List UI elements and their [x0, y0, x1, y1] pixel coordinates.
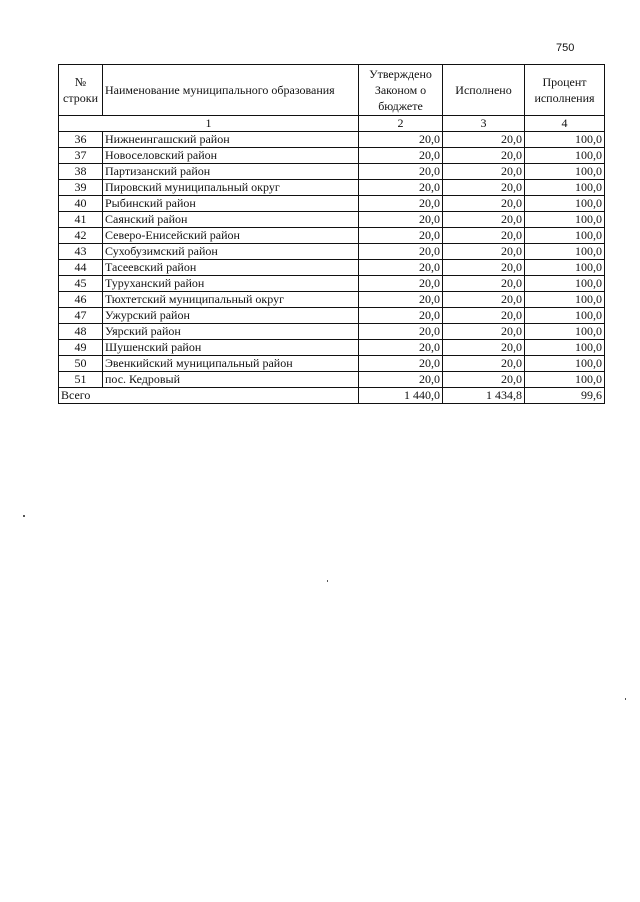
column-number-1: 1 — [59, 116, 359, 132]
municipality-name-cell: Саянский район — [103, 212, 359, 228]
header-executed: Исполнено — [443, 65, 525, 116]
table-row — [59, 292, 605, 308]
total-approved: 1 440,0 — [359, 388, 443, 404]
table-row — [59, 148, 605, 164]
percent-cell: 100,0 — [525, 340, 605, 356]
table-row — [59, 212, 605, 228]
scan-speck — [23, 515, 25, 517]
municipality-name-cell: Сухобузимский район — [103, 244, 359, 260]
municipality-name-cell: Тюхтетский муниципальный округ — [103, 292, 359, 308]
row-number-cell: 46 — [59, 292, 103, 308]
percent-cell: 100,0 — [525, 324, 605, 340]
executed-cell: 20,0 — [443, 372, 525, 388]
percent-cell: 100,0 — [525, 276, 605, 292]
table-row — [59, 244, 605, 260]
table-row — [59, 372, 605, 388]
total-label: Всего — [59, 388, 359, 404]
approved-cell: 20,0 — [359, 260, 443, 276]
approved-cell: 20,0 — [359, 340, 443, 356]
municipality-name-cell: пос. Кедровый — [103, 372, 359, 388]
row-number-cell: 48 — [59, 324, 103, 340]
percent-cell: 100,0 — [525, 308, 605, 324]
approved-cell: 20,0 — [359, 212, 443, 228]
executed-cell: 20,0 — [443, 228, 525, 244]
approved-cell: 20,0 — [359, 180, 443, 196]
percent-cell: 100,0 — [525, 260, 605, 276]
percent-cell: 100,0 — [525, 356, 605, 372]
row-number-cell: 49 — [59, 340, 103, 356]
approved-cell: 20,0 — [359, 228, 443, 244]
percent-cell: 100,0 — [525, 292, 605, 308]
approved-cell: 20,0 — [359, 164, 443, 180]
table-row — [59, 164, 605, 180]
municipality-name-cell: Новоселовский район — [103, 148, 359, 164]
row-number-cell: 42 — [59, 228, 103, 244]
column-numbers-row — [59, 116, 605, 132]
municipality-name-cell: Рыбинский район — [103, 196, 359, 212]
row-number-cell: 39 — [59, 180, 103, 196]
executed-cell: 20,0 — [443, 212, 525, 228]
percent-cell: 100,0 — [525, 148, 605, 164]
percent-cell: 100,0 — [525, 212, 605, 228]
table-row — [59, 324, 605, 340]
approved-cell: 20,0 — [359, 372, 443, 388]
row-number-cell: 41 — [59, 212, 103, 228]
municipality-name-cell: Тасеевский район — [103, 260, 359, 276]
municipality-name-cell: Эвенкийский муниципальный район — [103, 356, 359, 372]
column-number-2: 2 — [359, 116, 443, 132]
percent-cell: 100,0 — [525, 164, 605, 180]
executed-cell: 20,0 — [443, 324, 525, 340]
municipality-name-cell: Уярский район — [103, 324, 359, 340]
table-row — [59, 180, 605, 196]
table-row — [59, 228, 605, 244]
approved-cell: 20,0 — [359, 244, 443, 260]
page-number: 750 — [556, 42, 575, 54]
row-number-cell: 45 — [59, 276, 103, 292]
row-number-cell: 37 — [59, 148, 103, 164]
row-number-cell: 43 — [59, 244, 103, 260]
table-row — [59, 132, 605, 148]
municipality-name-cell: Нижнеингашский район — [103, 132, 359, 148]
row-number-cell: 36 — [59, 132, 103, 148]
executed-cell: 20,0 — [443, 276, 525, 292]
approved-cell: 20,0 — [359, 148, 443, 164]
executed-cell: 20,0 — [443, 244, 525, 260]
municipality-name-cell: Северо-Енисейский район — [103, 228, 359, 244]
header-row-number: № строки — [59, 65, 103, 116]
budget-execution-table — [58, 64, 605, 404]
approved-cell: 20,0 — [359, 292, 443, 308]
executed-cell: 20,0 — [443, 356, 525, 372]
executed-cell: 20,0 — [443, 340, 525, 356]
table-row — [59, 196, 605, 212]
total-percent: 99,6 — [525, 388, 605, 404]
approved-cell: 20,0 — [359, 356, 443, 372]
percent-cell: 100,0 — [525, 180, 605, 196]
scan-speck — [327, 580, 328, 582]
executed-cell: 20,0 — [443, 260, 525, 276]
table-row — [59, 260, 605, 276]
approved-cell: 20,0 — [359, 308, 443, 324]
percent-cell: 100,0 — [525, 244, 605, 260]
municipality-name-cell: Шушенский район — [103, 340, 359, 356]
header-municipality-name: Наименование муниципального образования — [103, 65, 359, 116]
executed-cell: 20,0 — [443, 180, 525, 196]
executed-cell: 20,0 — [443, 148, 525, 164]
header-percent: Процент исполнения — [525, 65, 605, 116]
row-number-cell: 40 — [59, 196, 103, 212]
total-executed: 1 434,8 — [443, 388, 525, 404]
percent-cell: 100,0 — [525, 372, 605, 388]
executed-cell: 20,0 — [443, 164, 525, 180]
table-row — [59, 308, 605, 324]
table-row — [59, 340, 605, 356]
municipality-name-cell: Пировский муниципальный округ — [103, 180, 359, 196]
table-header-row — [59, 65, 605, 116]
header-approved: Утверждено Законом о бюджете — [359, 65, 443, 116]
table-row — [59, 276, 605, 292]
column-number-4: 4 — [525, 116, 605, 132]
approved-cell: 20,0 — [359, 132, 443, 148]
percent-cell: 100,0 — [525, 196, 605, 212]
row-number-cell: 50 — [59, 356, 103, 372]
municipality-name-cell: Партизанский район — [103, 164, 359, 180]
executed-cell: 20,0 — [443, 292, 525, 308]
table-body — [59, 132, 605, 388]
municipality-name-cell: Ужурский район — [103, 308, 359, 324]
percent-cell: 100,0 — [525, 228, 605, 244]
executed-cell: 20,0 — [443, 196, 525, 212]
row-number-cell: 47 — [59, 308, 103, 324]
executed-cell: 20,0 — [443, 132, 525, 148]
approved-cell: 20,0 — [359, 196, 443, 212]
table-row — [59, 356, 605, 372]
row-number-cell: 44 — [59, 260, 103, 276]
column-number-3: 3 — [443, 116, 525, 132]
approved-cell: 20,0 — [359, 324, 443, 340]
row-number-cell: 51 — [59, 372, 103, 388]
total-row — [59, 388, 605, 404]
executed-cell: 20,0 — [443, 308, 525, 324]
municipality-name-cell: Туруханский район — [103, 276, 359, 292]
scan-speck — [625, 698, 626, 700]
approved-cell: 20,0 — [359, 276, 443, 292]
percent-cell: 100,0 — [525, 132, 605, 148]
row-number-cell: 38 — [59, 164, 103, 180]
